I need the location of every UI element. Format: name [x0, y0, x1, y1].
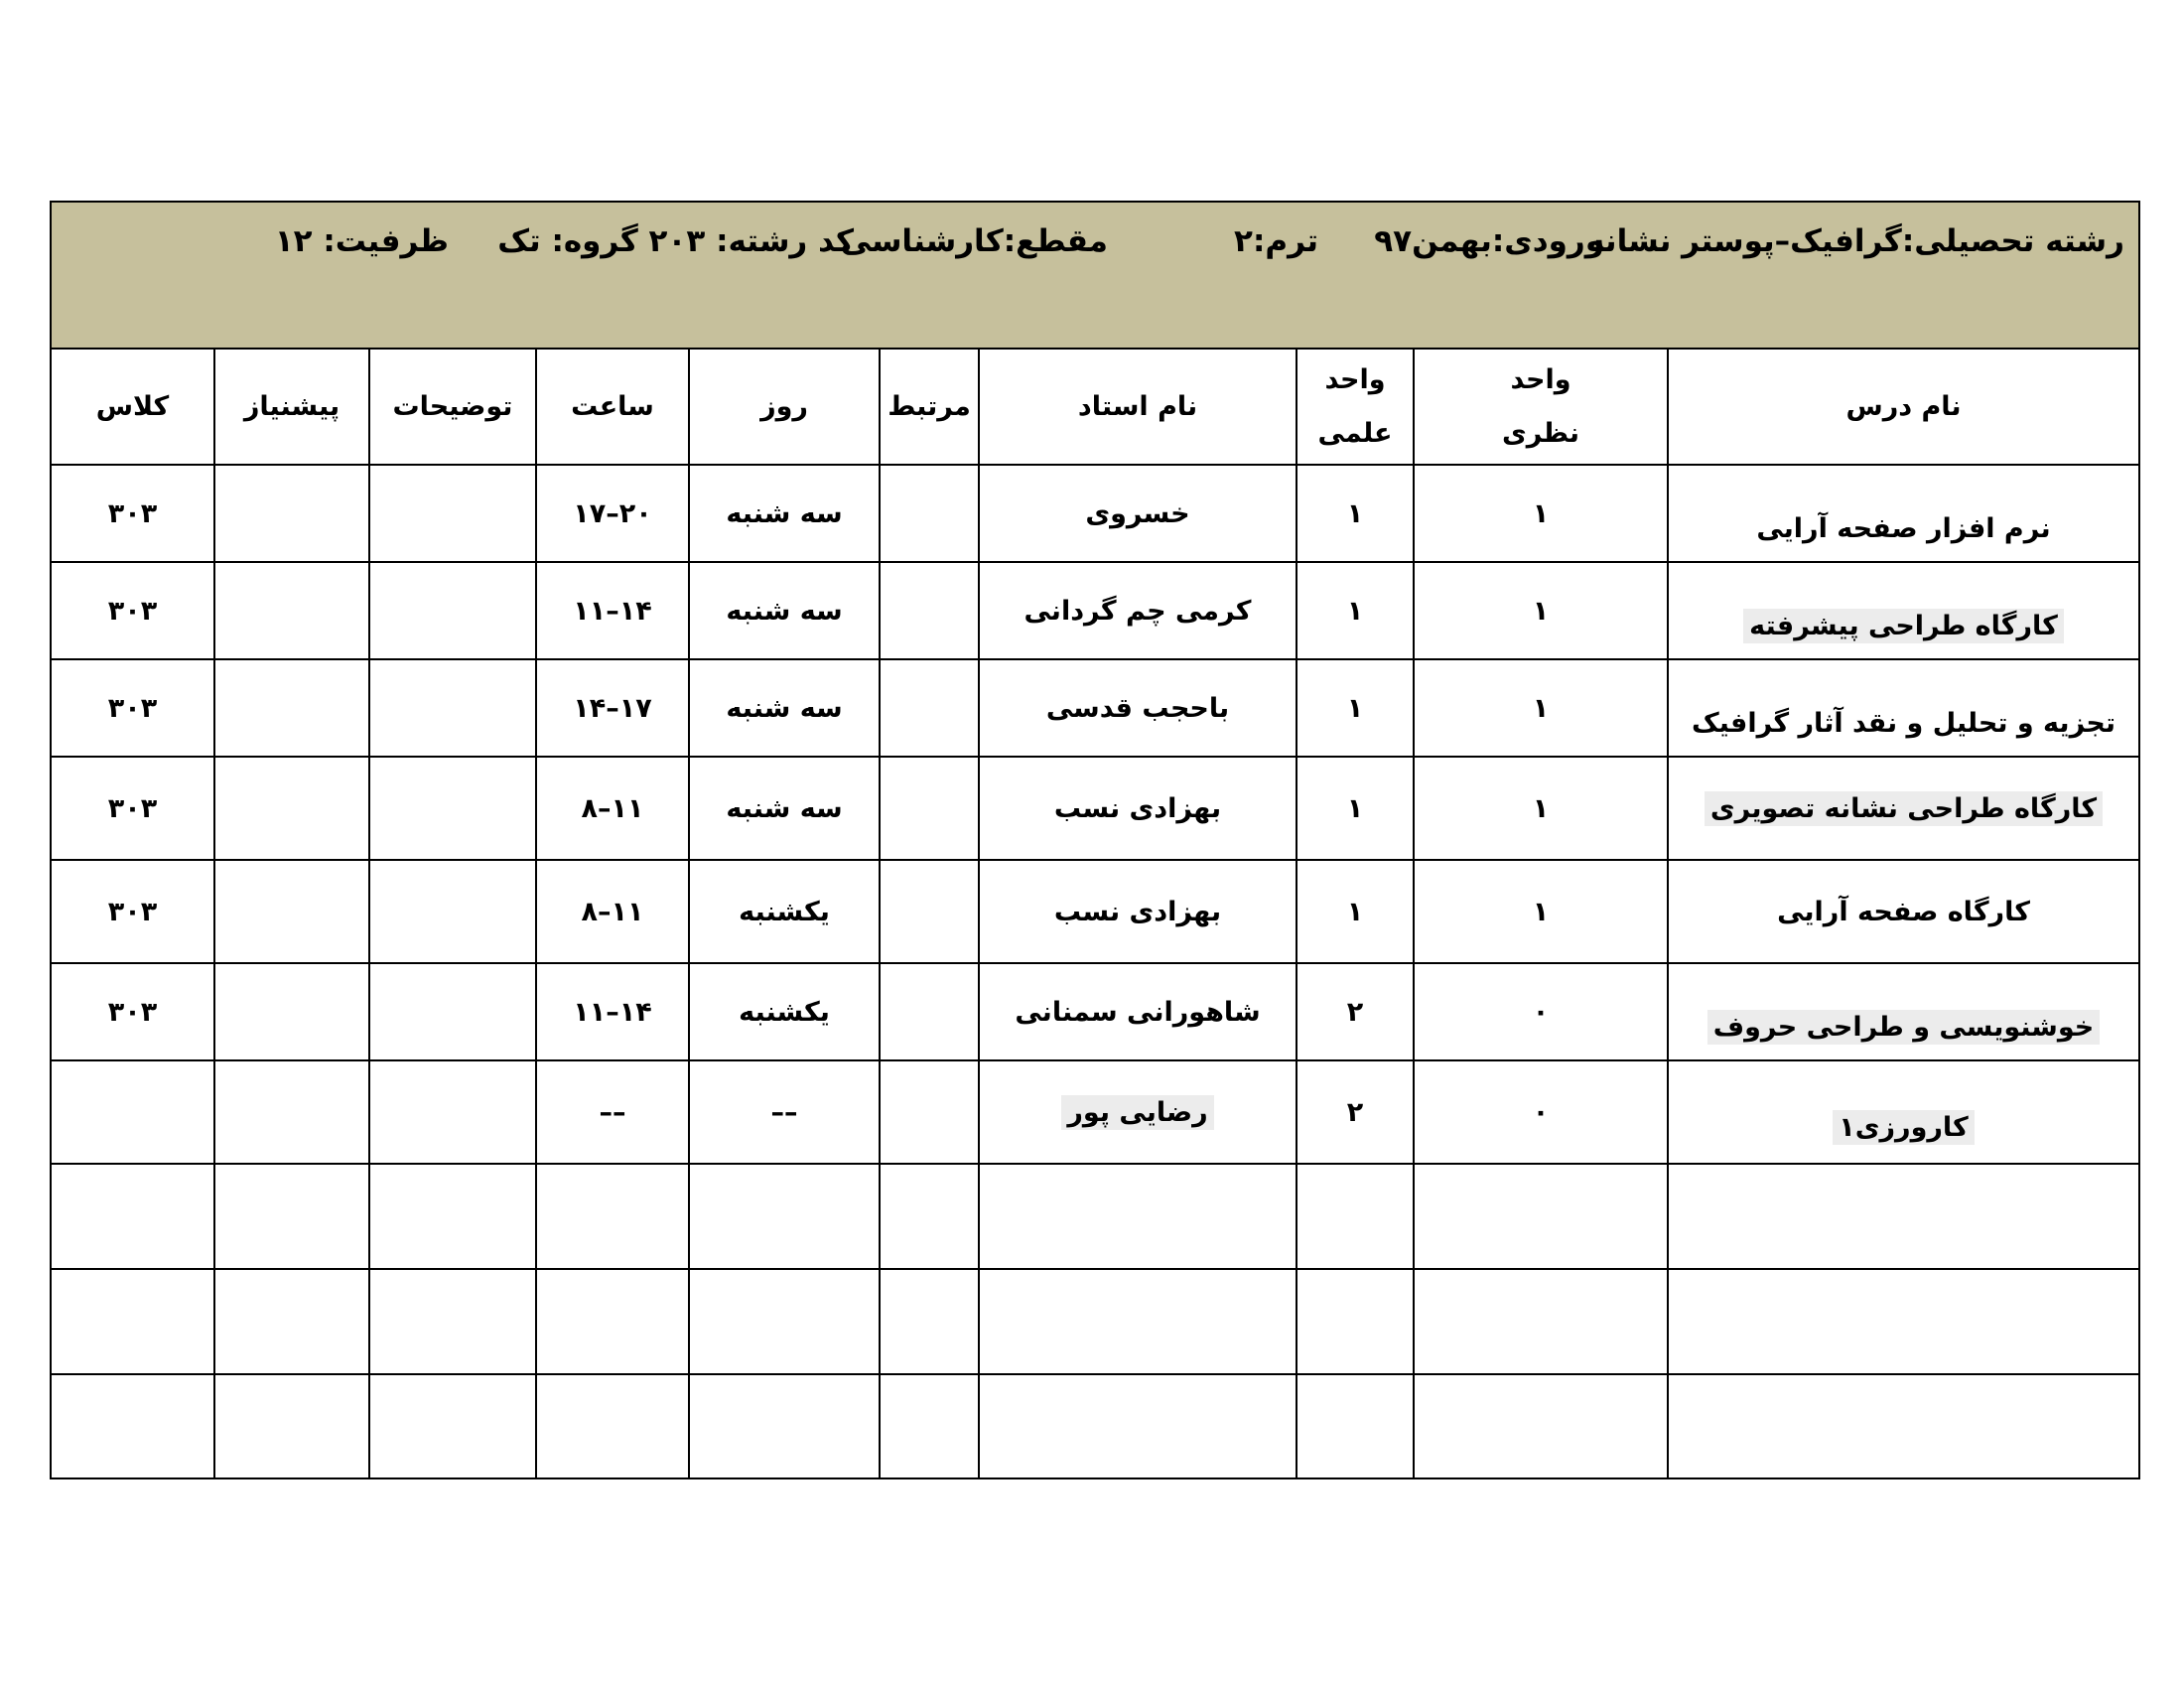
day-cell: سه شنبه	[689, 659, 880, 757]
time-cell: ۱۱–۸	[536, 860, 689, 963]
notes-cell	[369, 465, 536, 562]
notes-cell	[369, 659, 536, 757]
course-name	[1668, 963, 2138, 1060]
empty-cell	[1668, 1164, 2138, 1269]
empty-cell	[689, 1269, 880, 1374]
practical-units: ۲	[1297, 1060, 1414, 1164]
course-schedule-sheet	[50, 201, 2140, 1479]
practical-units: ۱	[1297, 659, 1414, 757]
day-cell: ––	[689, 1060, 880, 1164]
instructor-name: بهزادی نسب	[979, 860, 1297, 963]
table-row	[52, 1060, 2138, 1164]
notes-cell	[369, 1060, 536, 1164]
course-name	[1668, 562, 2138, 659]
practical-units: ۲	[1297, 963, 1414, 1060]
empty-cell	[689, 1374, 880, 1479]
classroom-cell	[52, 1060, 214, 1164]
prereq-cell	[214, 757, 369, 860]
day-cell: سه شنبه	[689, 562, 880, 659]
col-theory-units	[1414, 350, 1668, 465]
day-cell: سه شنبه	[689, 757, 880, 860]
table-row	[52, 757, 2138, 860]
day-cell: یکشنبه	[689, 860, 880, 963]
empty-cell	[979, 1164, 1297, 1269]
course-name	[1668, 757, 2138, 860]
time-cell: ۱۷–۱۴	[536, 659, 689, 757]
theory-units: ۱	[1414, 562, 1668, 659]
empty-cell	[52, 1374, 214, 1479]
course-name-text: نرم افزار صفحه آرایی	[1756, 512, 2051, 544]
instructor-name: باحجب قدسی	[979, 659, 1297, 757]
empty-cell	[52, 1164, 214, 1269]
theory-units: ۱	[1414, 757, 1668, 860]
entry-label: ورودی:بهمن۹۷	[1374, 223, 1604, 259]
prereq-cell	[214, 659, 369, 757]
empty-cell	[369, 1269, 536, 1374]
col-practical-units-line2: علمی	[1317, 417, 1393, 449]
classroom-cell: ۳۰۳	[52, 465, 214, 562]
empty-cell	[1297, 1374, 1414, 1479]
practical-units: ۱	[1297, 465, 1414, 562]
instructor-name	[979, 1060, 1297, 1164]
prereq-cell	[214, 963, 369, 1060]
notes-cell	[369, 963, 536, 1060]
empty-row	[52, 1269, 2138, 1374]
code-group-label: کد رشته: ۲۰۳ گروه: تک	[497, 223, 854, 259]
empty-cell	[214, 1374, 369, 1479]
col-practical-units	[1297, 350, 1414, 465]
empty-cell	[979, 1269, 1297, 1374]
empty-cell	[369, 1374, 536, 1479]
instructor-name: شاهورانی سمنانی	[979, 963, 1297, 1060]
classroom-cell: ۳۰۳	[52, 659, 214, 757]
empty-cell	[214, 1164, 369, 1269]
course-name-text: کارگاه طراحی نشانه تصویری	[1705, 791, 2103, 826]
theory-units: ۰	[1414, 963, 1668, 1060]
instructor-name: خسروی	[979, 465, 1297, 562]
time-cell: ––	[536, 1060, 689, 1164]
table-row	[52, 562, 2138, 659]
capacity-label: ظرفیت: ۱۲	[274, 223, 449, 259]
classroom-cell: ۳۰۳	[52, 757, 214, 860]
col-theory-units-line2: نظری	[1502, 417, 1579, 449]
course-name-text: کارورزی۱	[1833, 1110, 1974, 1145]
col-theory-units-line1: واحد	[1510, 363, 1571, 395]
empty-cell	[1297, 1164, 1414, 1269]
empty-cell	[689, 1164, 880, 1269]
related-cell	[880, 963, 979, 1060]
empty-cell	[880, 1164, 979, 1269]
related-cell	[880, 1060, 979, 1164]
prereq-cell	[214, 860, 369, 963]
course-name-text: تجزیه و تحلیل و نقد آثار گرافیک	[1692, 707, 2116, 739]
course-name	[1668, 860, 2138, 963]
col-course-name: نام درس	[1668, 350, 2138, 465]
empty-cell	[1414, 1269, 1668, 1374]
theory-units: ۰	[1414, 1060, 1668, 1164]
related-cell	[880, 562, 979, 659]
empty-cell	[214, 1269, 369, 1374]
prereq-cell	[214, 1060, 369, 1164]
col-related: مرتبط	[880, 350, 979, 465]
empty-cell	[536, 1164, 689, 1269]
courses-table	[52, 350, 2138, 1479]
empty-cell	[1414, 1164, 1668, 1269]
col-practical-units-line1: واحد	[1324, 363, 1386, 395]
prereq-cell	[214, 465, 369, 562]
course-name	[1668, 465, 2138, 562]
time-cell: ۱۴–۱۱	[536, 963, 689, 1060]
col-prerequisite: پیشنیاز	[214, 350, 369, 465]
empty-cell	[1668, 1374, 2138, 1479]
time-cell: ۲۰–۱۷	[536, 465, 689, 562]
empty-cell	[369, 1164, 536, 1269]
theory-units: ۱	[1414, 659, 1668, 757]
empty-cell	[880, 1269, 979, 1374]
classroom-cell: ۳۰۳	[52, 562, 214, 659]
practical-units: ۱	[1297, 860, 1414, 963]
related-cell	[880, 465, 979, 562]
course-name	[1668, 1060, 2138, 1164]
notes-cell	[369, 562, 536, 659]
time-cell: ۱۱–۸	[536, 757, 689, 860]
practical-units: ۱	[1297, 562, 1414, 659]
table-row	[52, 659, 2138, 757]
instructor-name: بهزادی نسب	[979, 757, 1297, 860]
time-cell: ۱۴–۱۱	[536, 562, 689, 659]
instructor-name: کرمی چم گردانی	[979, 562, 1297, 659]
prereq-cell	[214, 562, 369, 659]
term-label: ترم:۲	[1234, 223, 1318, 259]
practical-units: ۱	[1297, 757, 1414, 860]
empty-cell	[1297, 1269, 1414, 1374]
notes-cell	[369, 860, 536, 963]
notes-cell	[369, 757, 536, 860]
day-cell: سه شنبه	[689, 465, 880, 562]
col-day: روز	[689, 350, 880, 465]
table-row	[52, 860, 2138, 963]
course-name-text: کارگاه صفحه آرایی	[1777, 896, 2030, 927]
empty-cell	[1414, 1374, 1668, 1479]
instructor-name-text: رضایی پور	[1061, 1095, 1213, 1130]
level-label: مقطع:کارشناسی	[840, 223, 1108, 259]
theory-units: ۱	[1414, 465, 1668, 562]
empty-cell	[52, 1269, 214, 1374]
related-cell	[880, 757, 979, 860]
day-cell: یکشنبه	[689, 963, 880, 1060]
empty-row	[52, 1164, 2138, 1269]
program-header	[52, 203, 2138, 350]
field-label: رشته تحصیلی:گرافیک–پوستر نشانه	[1586, 223, 2124, 259]
empty-cell	[880, 1374, 979, 1479]
empty-row	[52, 1374, 2138, 1479]
col-time: ساعت	[536, 350, 689, 465]
course-name	[1668, 659, 2138, 757]
table-header-row	[52, 350, 2138, 465]
table-row	[52, 963, 2138, 1060]
classroom-cell: ۳۰۳	[52, 860, 214, 963]
empty-cell	[979, 1374, 1297, 1479]
empty-cell	[536, 1269, 689, 1374]
classroom-cell: ۳۰۳	[52, 963, 214, 1060]
col-notes: توضیحات	[369, 350, 536, 465]
theory-units: ۱	[1414, 860, 1668, 963]
col-instructor: نام استاد	[979, 350, 1297, 465]
course-name-text: کارگاه طراحی پیشرفته	[1743, 609, 2064, 643]
course-name-text: خوشنویسی و طراحی حروف	[1707, 1010, 2100, 1045]
related-cell	[880, 860, 979, 963]
table-row	[52, 465, 2138, 562]
empty-cell	[1668, 1269, 2138, 1374]
empty-cell	[536, 1374, 689, 1479]
col-classroom: کلاس	[52, 350, 214, 465]
related-cell	[880, 659, 979, 757]
